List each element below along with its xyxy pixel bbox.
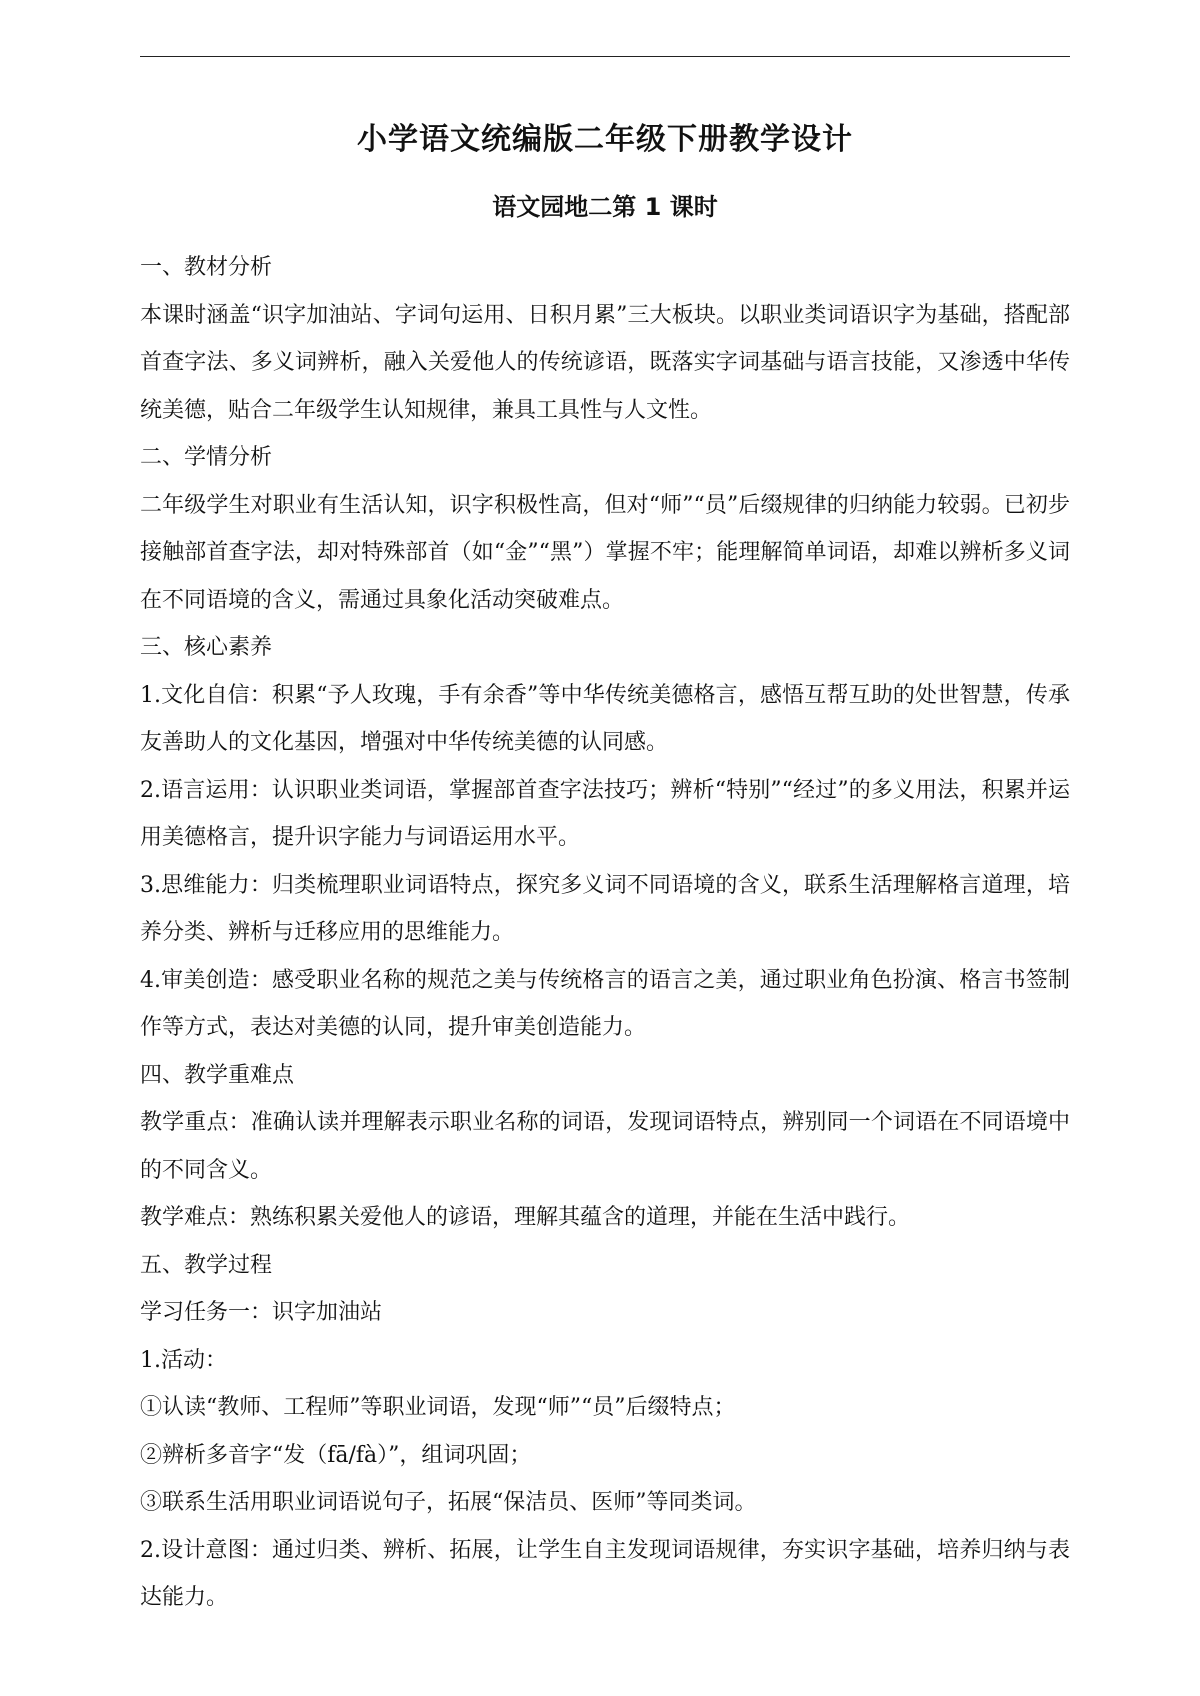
task-heading-literacy-station: 学习任务一：识字加油站 bbox=[140, 1300, 383, 1325]
paragraph-key-point: 教学重点：准确认读并理解表示职业名称的词语，发现词语特点，辨别同一个词语在不同语境中的不同含义。 bbox=[140, 1110, 1070, 1183]
core-literacy-item-culture: 1.文化自信：积累“予人玫瑰，手有余香”等中华传统美德格言，感悟互帮互助的处世智慧，传承友善助人的文化基因，增强对中华传统美德的认同感。 bbox=[140, 682, 1070, 755]
document-page bbox=[140, 0, 1070, 1696]
document-subtitle: 语文园地二第 1 课时 bbox=[492, 193, 718, 221]
paragraph-student-analysis: 二年级学生对职业有生活认知，识字积极性高，但对“师”“员”后缀规律的归纳能力较弱。已初步接触部首查字法，却对特殊部首（如“金”“黑”）掌握不牢；能理解简单词语，却难以辨析多义词在不同语境的含义，需通过具象化活动突破难点。 bbox=[140, 492, 1070, 613]
section-heading-textbook-analysis: 一、教材分析 bbox=[140, 255, 273, 280]
paragraph-difficult-point: 教学难点：熟练积累关爱他人的谚语，理解其蕴含的道理，并能在生活中践行。 bbox=[140, 1205, 911, 1230]
activity-item-2: ②辨析多音字“发（fā/fà）”，组词巩固； bbox=[140, 1442, 532, 1468]
section-heading-teaching-process: 五、教学过程 bbox=[140, 1252, 273, 1278]
section-heading-student-analysis: 二、学情分析 bbox=[140, 445, 273, 470]
activity-item-3: ③联系生活用职业词语说句子，拓展“保洁员、医师”等同类词。 bbox=[140, 1490, 757, 1515]
core-literacy-item-language: 2.语言运用：认识职业类词语，掌握部首查字法技巧；辨析“特别”“经过”的多义用法，积累并运用美德格言，提升识字能力与词语运用水平。 bbox=[140, 777, 1070, 850]
core-literacy-item-aesthetics: 4.审美创造：感受职业名称的规范之美与传统格言的语言之美，通过职业角色扮演、格言书签制作等方式，表达对美德的认同，提升审美创造能力。 bbox=[140, 967, 1070, 1040]
document-body bbox=[140, 244, 1070, 1622]
section-heading-core-literacy: 三、核心素养 bbox=[140, 635, 273, 660]
activity-item-1: ①认读“教师、工程师”等职业词语，发现“师”“员”后缀特点； bbox=[140, 1395, 736, 1420]
header-rule bbox=[140, 56, 1070, 57]
paragraph-textbook-analysis: 本课时涵盖“识字加油站、字词句运用、日积月累”三大板块。以职业类词语识字为基础，搭配部首查字法、多义词辨析，融入关爱他人的传统谚语，既落实字词基础与语言技能，又渗透中华传统美德，贴合二年级学生认知规律，兼具工具性与人文性。 bbox=[140, 302, 1070, 423]
activity-label: 1.活动： bbox=[140, 1347, 227, 1373]
section-heading-key-points: 四、教学重难点 bbox=[140, 1062, 295, 1088]
core-literacy-item-thinking: 3.思维能力：归类梳理职业词语特点，探究多义词不同语境的含义，联系生活理解格言道理，培养分类、辨析与迁移应用的思维能力。 bbox=[140, 872, 1070, 945]
document-title: 小学语文统编版二年级下册教学设计 bbox=[357, 122, 853, 157]
design-intent: 2.设计意图：通过归类、辨析、拓展，让学生自主发现词语规律，夯实识字基础，培养归纳与表达能力。 bbox=[140, 1537, 1070, 1610]
